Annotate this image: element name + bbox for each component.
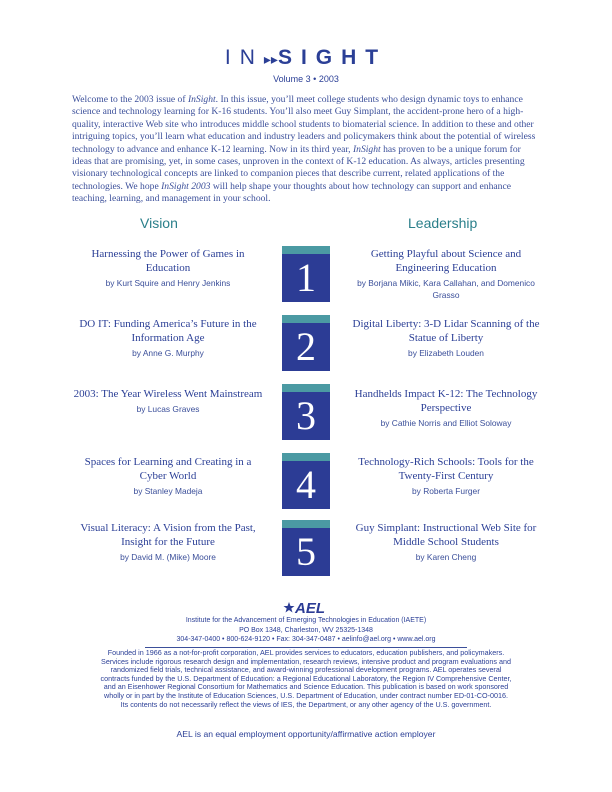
number-box-2 <box>282 315 330 371</box>
vision-article-5[interactable] <box>73 521 263 563</box>
number-4: 4 <box>296 462 316 507</box>
footer-address-block <box>0 616 612 645</box>
title-arrow-icon: ▸▸ <box>263 51 278 67</box>
leadership-article-1[interactable] <box>350 247 542 301</box>
intro-p2-em: InSight <box>352 143 381 155</box>
leadership-heading: Leadership <box>408 215 478 231</box>
number-box-1 <box>282 246 330 302</box>
article-author: by Elizabeth Louden <box>408 348 484 358</box>
article-title[interactable]: DO IT: Funding America’s Future in the Information Age <box>79 318 257 344</box>
title-sight: SIGHT <box>277 46 388 69</box>
logo-text: AEL <box>295 600 325 616</box>
institute-name: Institute for the Advancement of Emerging Technologies in Education (IAETE) <box>185 617 427 624</box>
intro-p2: . In this issue, you’ll meet college students who design dynamic toys to enhance science and technology learning for K-16 students. You’ll also meet Guy Simplant, the accident-prone hero of a high-quality, interactive Web site who introduces middle school students to biomaterial science. In addition to these and other intriguing topics, you’ll learn what education and industry leaders and policymakers think about the potential of wireless technology to advance and enhance K-12 learning. Now in its third year, <box>72 94 536 155</box>
logo-star-icon <box>284 602 295 613</box>
eeo-statement: AEL is an equal employment opportunity/affirmative action employer <box>176 729 436 739</box>
postal-address: PO Box 1348, Charleston, WV 25325-1348 <box>239 626 373 634</box>
article-title[interactable]: Handhelds Impact K-12: The Technology Perspective <box>354 388 538 414</box>
contact-line[interactable]: 304-347-0400 • 800-624-9120 • Fax: 304-347-0487 • aelinfo@ael.org • www.ael.org <box>176 636 436 644</box>
number-box-3 <box>282 384 330 440</box>
article-title[interactable]: Spaces for Learning and Creating in a Cyber World <box>84 456 252 482</box>
vision-article-1[interactable] <box>73 247 263 289</box>
intro-p1: Welcome to the 2003 issue of <box>72 94 188 105</box>
intro-p4: will help shape your thoughts about how technology can support and enhance teaching, learning, and management in your school. <box>72 180 511 205</box>
article-title[interactable]: 2003: The Year Wireless Went Mainstream <box>73 388 263 400</box>
number-box-5 <box>282 520 330 576</box>
intro-p3-em: InSight 2003 <box>161 180 211 192</box>
vision-heading: Vision <box>140 215 178 231</box>
article-author: by Anne G. Murphy <box>132 348 204 358</box>
intro-p1-em: InSight <box>187 94 216 105</box>
number-2: 2 <box>296 324 316 369</box>
vision-article-2[interactable] <box>73 317 263 359</box>
article-title[interactable]: Guy Simplant: Instructional Web Site for Middle School Students <box>355 522 537 548</box>
publication-title <box>0 46 612 70</box>
intro-p3: has proven to be a unique forum for ideas that are promising, yet, in some cases, unproven in the context of K-12 education. As always, articles presenting visionary technological concepts are linked to companion pieces that describe current, related applications of the technologies. We hope <box>72 143 525 192</box>
leadership-article-4[interactable] <box>350 455 542 497</box>
number-1: 1 <box>296 255 316 300</box>
article-title[interactable]: Harnessing the Power of Games in Education <box>91 248 245 274</box>
article-author: by Stanley Madeja <box>133 486 203 496</box>
article-title[interactable]: Visual Literacy: A Vision from the Past, Insight for the Future <box>80 522 256 548</box>
leadership-article-5[interactable] <box>350 521 542 563</box>
number-3: 3 <box>296 393 316 438</box>
number-5: 5 <box>296 529 316 574</box>
leadership-article-3[interactable] <box>350 387 542 429</box>
footer-body-text: Founded in 1966 as a not-for-profit corporation, AEL provides services to educators, education publishers, and policymakers. Services include rigorous research design and implementation, research reviews, intensive product and program evaluations and randomized field trials, technical assistance, and award-winning professional development programs. AEL operates several contracts funded by the U.S. Department of Education: a Regional Educational Laboratory, the Region IV Comprehensive Center, and an Eisenhower Regional Consortium for Mathematics and Science Education. This publication is based on work sponsored wholly or in part by the Institute of Education Sciences, U.S. Department of Education, under contract number ED-01-CO-0016. Its contents do not necessarily reflect the views of IES, the Department, or any other agency of the U.S. government. <box>100 648 512 709</box>
volume-label: Volume 3 • 2003 <box>273 74 339 84</box>
article-author: by David M. (Mike) Moore <box>120 552 216 562</box>
vision-article-4[interactable] <box>73 455 263 497</box>
article-author: by Cathie Norris and Elliot Soloway <box>380 418 512 428</box>
article-author: by Karen Cheng <box>415 552 477 562</box>
article-author: by Roberta Furger <box>412 486 480 496</box>
article-author: by Kurt Squire and Henry Jenkins <box>105 278 231 288</box>
article-title[interactable]: Getting Playful about Science and Engineering Education <box>370 248 522 274</box>
article-title[interactable]: Technology-Rich Schools: Tools for the Twenty-First Century <box>358 456 534 482</box>
article-title[interactable]: Digital Liberty: 3-D Lidar Scanning of the Statue of Liberty <box>352 318 540 344</box>
title-in: IN <box>224 46 264 69</box>
leadership-article-2[interactable] <box>350 317 542 359</box>
vision-article-3[interactable] <box>73 387 263 415</box>
ael-logo-icon <box>283 598 329 616</box>
number-box-4 <box>282 453 330 509</box>
article-author: by Borjana Mikic, Kara Callahan, and Domenico Grasso <box>357 278 535 300</box>
intro-paragraph <box>72 94 542 206</box>
article-author: by Lucas Graves <box>136 404 200 414</box>
